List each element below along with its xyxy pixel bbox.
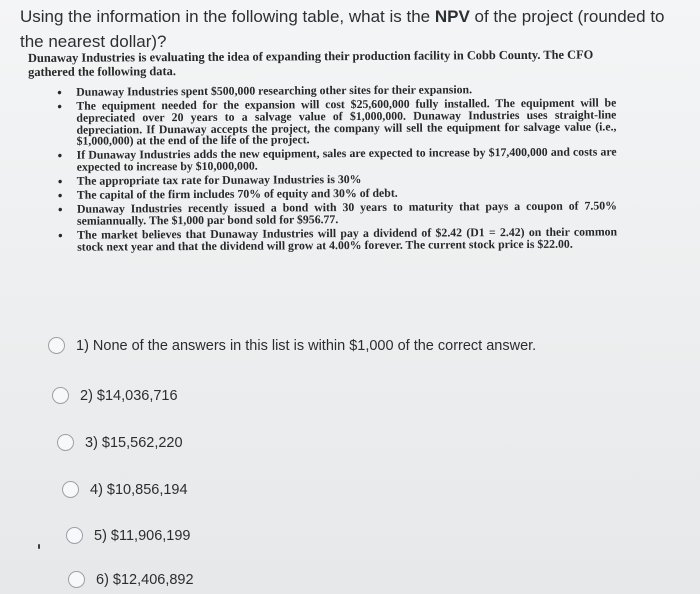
radio-button-icon[interactable]	[52, 387, 69, 404]
radio-button-icon[interactable]	[62, 481, 79, 498]
case-intro: Dunaway Industries is evaluating the idea of expanding their production facility in Cobb County. The CFO gathered the following data.	[27, 47, 594, 79]
answer-option-3[interactable]	[57, 434, 183, 451]
radio-button-icon[interactable]	[57, 434, 74, 451]
answer-option-label: 6) $12,406,892	[96, 571, 194, 588]
case-bullet-text: The equipment needed for the expansion will cost $25,600,000 fully installed. The equipment will be depreciated over 20 years to a salvage value of $1,000,000. Dunaway Industries uses straight-line depreciation. If Dunaway accepts the project, the company will sell the equipment for salvage value (i.e., $1,000,000) at the end of the life of the project.	[76, 95, 617, 148]
case-bullet-item	[29, 144, 617, 174]
bullet-dot-icon: •	[57, 84, 62, 100]
answer-option-label: 2) $14,036,716	[80, 387, 178, 404]
bullet-dot-icon: •	[58, 227, 63, 243]
answer-option-label: 5) $11,906,199	[94, 527, 191, 544]
answer-option-label: 1) None of the answers in this list is within $1,000 of the correct answer.	[76, 337, 537, 354]
answer-option-label: 3) $15,562,220	[85, 434, 183, 451]
case-bullet-text: If Dunaway Industries adds the new equipment, sales are expected to increase by $17,400,000 and costs are expected to increase by $10,000,000.	[76, 144, 617, 174]
answer-option-1[interactable]	[48, 337, 536, 354]
case-bullet-text: The capital of the firm includes 70% of equity and 30% of debt.	[76, 185, 398, 202]
question-text	[20, 4, 692, 54]
answer-option-5[interactable]	[66, 527, 190, 544]
bullet-dot-icon: •	[57, 98, 62, 114]
question-npv-keyword: NPV	[434, 7, 470, 26]
case-bullet-text: Dunaway Industries recently issued a bond with 30 years to maturity that pays a coupon of 7.50% semiannually. The $1,000 par bond sold for $956.77.	[76, 198, 617, 228]
case-bullet-list	[28, 83, 617, 253]
edge-mark	[38, 544, 40, 549]
bullet-dot-icon: •	[57, 187, 63, 204]
answer-option-label: 4) $10,856,194	[90, 481, 188, 498]
radio-button-icon[interactable]	[48, 337, 65, 354]
bullet-dot-icon: •	[57, 202, 63, 218]
bullet-dot-icon: •	[57, 173, 63, 189]
bullet-dot-icon: •	[57, 148, 63, 164]
case-bullet-item	[29, 198, 617, 228]
case-bullet-text: Dunaway Industries spent $500,000 researching other sites for their expansion.	[76, 82, 473, 99]
answer-option-4[interactable]	[62, 481, 188, 498]
case-bullet-text: The market believes that Dunaway Industries will pay a dividend of $2.42 (D1 = 2.42) on their common stock next year and that the dividend will grow at 4.00% forever. The current stock price is $22.00.	[77, 224, 618, 254]
case-bullet-text: The appropriate tax rate for Dunaway Industries is 30%	[76, 172, 362, 188]
radio-button-icon[interactable]	[66, 527, 83, 544]
case-bullet-item	[29, 226, 617, 253]
answer-option-6[interactable]	[68, 571, 194, 588]
question-text-start: Using the information in the following table, what is the	[20, 7, 435, 26]
case-data-image	[28, 48, 617, 255]
case-bullet-item	[28, 95, 617, 148]
answer-option-2[interactable]	[52, 387, 178, 404]
question-text-end: of the project (rounded to the nearest dollar)?	[20, 7, 665, 51]
radio-button-icon[interactable]	[68, 571, 85, 588]
